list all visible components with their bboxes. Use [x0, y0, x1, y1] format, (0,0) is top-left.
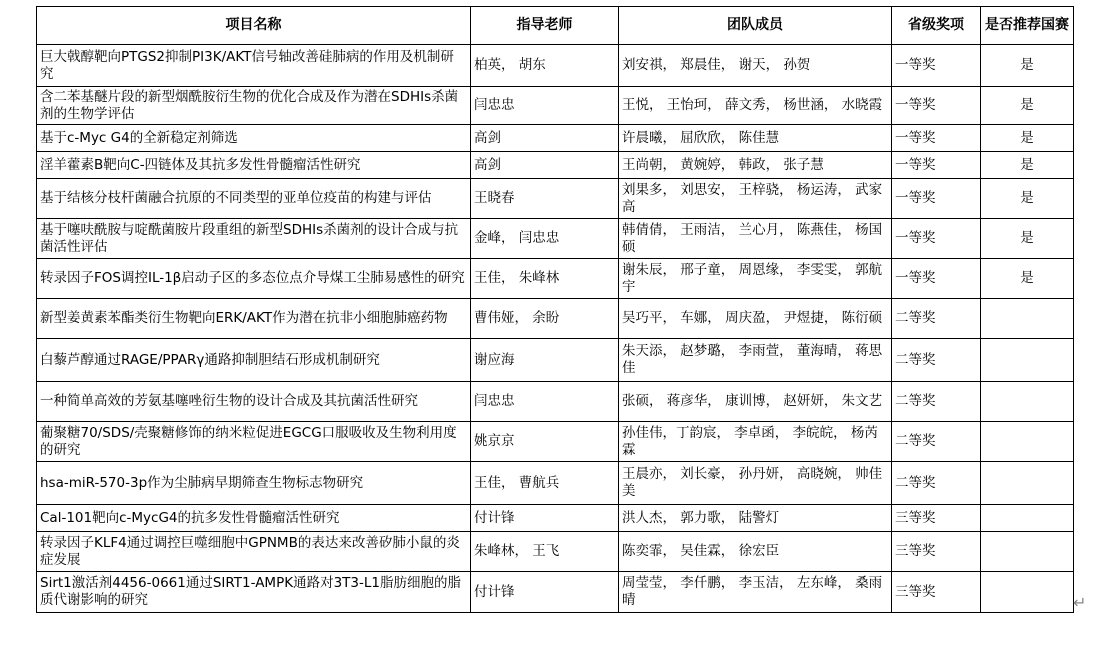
- table-row: [37, 152, 1074, 179]
- award: 一等奖: [892, 179, 981, 219]
- awards-table: [36, 6, 1074, 613]
- project-name: 葡聚糖70/SDS/壳聚糖修饰的纳米粒促进EGCG口服吸收及生物利用度的研究: [37, 422, 471, 462]
- recommend: [981, 382, 1074, 422]
- award: 二等奖: [892, 462, 981, 505]
- recommend: 是: [981, 259, 1074, 299]
- award: 二等奖: [892, 382, 981, 422]
- advisor: 闫忠忠: [471, 382, 619, 422]
- project-name: 转录因子FOS调控IL-1β启动子区的多态位点介导煤工尘肺易感性的研究: [37, 259, 471, 299]
- award: 三等奖: [892, 572, 981, 613]
- award: 一等奖: [892, 259, 981, 299]
- project-name: Sirt1激活剂4456-0661通过SIRT1-AMPK通路对3T3-L1脂肪细胞的脂质代谢影响的研究: [37, 572, 471, 613]
- project-name: 含二苯基醚片段的新型烟酰胺衍生物的优化合成及作为潜在SDHIs杀菌剂的生物学评估: [37, 87, 471, 125]
- recommend: [981, 532, 1074, 572]
- table-row: [37, 125, 1074, 152]
- members: 谢朱辰， 邢子童， 周恩缘， 李雯雯， 郭航宇: [619, 259, 892, 299]
- table-row: [37, 179, 1074, 219]
- table-row: [37, 45, 1074, 87]
- header-members: 团队成员: [619, 7, 892, 45]
- table-row: [37, 572, 1074, 613]
- members: 王悦， 王怡珂， 薛文秀， 杨世涵， 水晓霞: [619, 87, 892, 125]
- paragraph-mark: ↵: [1073, 593, 1087, 612]
- advisor: 付计锋: [471, 505, 619, 532]
- advisor: 王晓春: [471, 179, 619, 219]
- advisor: 高剑: [471, 125, 619, 152]
- award: 一等奖: [892, 219, 981, 259]
- advisor: 朱峰林， 王飞: [471, 532, 619, 572]
- table-row: [37, 339, 1074, 382]
- table-row: [37, 382, 1074, 422]
- recommend: 是: [981, 125, 1074, 152]
- recommend: 是: [981, 152, 1074, 179]
- project-name: 转录因子KLF4通过调控巨噬细胞中GPNMB的表达来改善矽肺小鼠的炎症发展: [37, 532, 471, 572]
- header-row: [37, 7, 1074, 45]
- advisor: 高剑: [471, 152, 619, 179]
- project-name: 淫羊藿素B靶向C-四链体及其抗多发性骨髓瘤活性研究: [37, 152, 471, 179]
- recommend: [981, 505, 1074, 532]
- project-name: Cal-101靶向c-MycG4的抗多发性骨髓瘤活性研究: [37, 505, 471, 532]
- members: 许晨曦， 屈欣欣， 陈佳慧: [619, 125, 892, 152]
- table-row: [37, 87, 1074, 125]
- members: 洪人杰， 郭力歌， 陆警灯: [619, 505, 892, 532]
- members: 王尚朝， 黄婉婷， 韩政， 张子慧: [619, 152, 892, 179]
- members: 朱天添， 赵梦璐， 李雨萱， 董海晴， 蒋思佳: [619, 339, 892, 382]
- recommend: 是: [981, 87, 1074, 125]
- advisor: 付计锋: [471, 572, 619, 613]
- members: 张硕， 蒋彦华， 康训博， 赵妍妍， 朱文艺: [619, 382, 892, 422]
- members: 周莹莹， 李仟鹏， 李玉洁， 左东峰， 桑雨晴: [619, 572, 892, 613]
- award: 二等奖: [892, 339, 981, 382]
- advisor: 姚京京: [471, 422, 619, 462]
- recommend: [981, 339, 1074, 382]
- table-row: [37, 219, 1074, 259]
- table-row: [37, 259, 1074, 299]
- members: 陈奕霏， 吴佳霖， 徐宏臣: [619, 532, 892, 572]
- award: 一等奖: [892, 125, 981, 152]
- table-row: [37, 532, 1074, 572]
- recommend: [981, 299, 1074, 339]
- header-recommend: 是否推荐国赛: [981, 7, 1074, 45]
- table-row: [37, 422, 1074, 462]
- recommend: [981, 422, 1074, 462]
- table-row: [37, 299, 1074, 339]
- advisor: 金峰， 闫忠忠: [471, 219, 619, 259]
- recommend: 是: [981, 45, 1074, 87]
- members: 王晨亦， 刘长豪， 孙丹妍， 高晓婉， 帅佳美: [619, 462, 892, 505]
- recommend: 是: [981, 219, 1074, 259]
- members: 刘果多， 刘思安， 王梓骁， 杨运涛， 武家高: [619, 179, 892, 219]
- header-advisor: 指导老师: [471, 7, 619, 45]
- recommend: [981, 572, 1074, 613]
- advisor: 闫忠忠: [471, 87, 619, 125]
- advisor: 王佳， 曹航兵: [471, 462, 619, 505]
- award: 一等奖: [892, 152, 981, 179]
- award: 二等奖: [892, 422, 981, 462]
- project-name: 新型姜黄素苯酯类衍生物靶向ERK/AKT作为潜在抗非小细胞肺癌药物: [37, 299, 471, 339]
- award: 三等奖: [892, 505, 981, 532]
- members: 刘安祺， 郑晨佳， 谢天， 孙贺: [619, 45, 892, 87]
- members: 韩倩倩， 王雨洁， 兰心月， 陈燕佳， 杨国硕: [619, 219, 892, 259]
- project-name: 基于噻呋酰胺与啶酰菌胺片段重组的新型SDHIs杀菌剂的设计合成与抗菌活性评估: [37, 219, 471, 259]
- project-name: 基于c-Myc G4的全新稳定剂筛选: [37, 125, 471, 152]
- project-name: 基于结核分枝杆菌融合抗原的不同类型的亚单位疫苗的构建与评估: [37, 179, 471, 219]
- recommend: [981, 462, 1074, 505]
- advisor: 王佳， 朱峰林: [471, 259, 619, 299]
- advisor: 柏英， 胡东: [471, 45, 619, 87]
- header-name: 项目名称: [37, 7, 471, 45]
- table-row: [37, 462, 1074, 505]
- award: 一等奖: [892, 87, 981, 125]
- members: 吴巧平， 车娜， 周庆盈， 尹煜捷， 陈衍硕: [619, 299, 892, 339]
- project-name: hsa-miR-570-3p作为尘肺病早期筛查生物标志物研究: [37, 462, 471, 505]
- members: 孙佳伟，丁韵宸， 李卓函， 李皖皖， 杨芮霖: [619, 422, 892, 462]
- award: 二等奖: [892, 299, 981, 339]
- advisor: 谢应海: [471, 339, 619, 382]
- recommend: 是: [981, 179, 1074, 219]
- project-name: 巨大戟醇靶向PTGS2抑制PI3K/AKT信号轴改善硅肺病的作用及机制研究: [37, 45, 471, 87]
- header-award: 省级奖项: [892, 7, 981, 45]
- project-name: 白藜芦醇通过RAGE/PPARγ通路抑制胆结石形成机制研究: [37, 339, 471, 382]
- table-row: [37, 505, 1074, 532]
- project-name: 一种简单高效的芳氨基噻唑衍生物的设计合成及其抗菌活性研究: [37, 382, 471, 422]
- advisor: 曹伟娅， 余盼: [471, 299, 619, 339]
- award: 一等奖: [892, 45, 981, 87]
- award: 三等奖: [892, 532, 981, 572]
